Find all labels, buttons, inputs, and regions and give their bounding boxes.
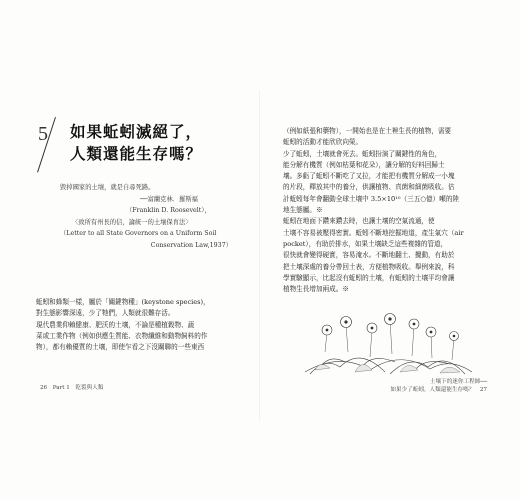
body-line: 地生態屬。※ (283, 206, 323, 215)
chapter-title-line: 如果蚯蚓滅絕了， (70, 122, 203, 141)
body-line: 現代農業仰賴健康、肥沃的土壤，不論是種植穀物、蔬 (36, 320, 195, 329)
flower-illustration (300, 312, 475, 375)
body-line: 很快就會變得硬實，容易淹水。不斷地翻土、攪動，有助於 (283, 251, 455, 260)
epigraph-attribution: （Franklin D. Roosevelt）， (126, 207, 211, 215)
body-line: 植物生長增加兩成。※ (283, 285, 349, 294)
running-head-page: 如果少了蚯蚓，人類還能生存嗎？ 27 (390, 387, 487, 393)
folio-left: 26 Part 1 乾裂與人類 (40, 385, 104, 391)
folio-right (390, 378, 487, 394)
body-line: 的片段，釋放其中的養分，供讓植物、真菌和細菌吸收。估 (283, 183, 455, 192)
left-body-text (36, 297, 236, 353)
body-line: 蚯蚓的活動才能欣欣向榮。 (283, 138, 363, 147)
running-head: 土壤下的迷你工程師── (429, 379, 487, 385)
body-line: 菜或工業作物（例如供應生質能、衣物纖維和動物飼料的作 (36, 331, 208, 340)
body-line: 少了蚯蚓，土壤就會死去。蚯蚓扮演了關鍵性的角色， (283, 149, 442, 158)
epigraph-source: Conservation Law,1937） (150, 241, 232, 249)
body-line: 物），都有賴優質的土壤，即使乍看之下沒關聯的一些東西 (36, 343, 205, 352)
epigraph-line: 毀掉國家的土壤，就是自尋死路。 (60, 184, 155, 191)
body-line: 學實驗顯示，比起沒有蚯蚓的土壤，有蚯蚓的土壤平均會讓 (283, 273, 455, 282)
body-line: 計蚯蚓每年會翻動全球土壤中 3.5×10¹⁰（三五○億）噸的陸 (283, 194, 460, 203)
chapter-title (70, 121, 202, 165)
body-line: （例如紙張和藥物），一開始也是在土裡生長的植物，需要 (283, 127, 452, 135)
chapter-number: 5 (38, 123, 48, 145)
chapter-title-line: 人類還能生存嗎？ (70, 144, 203, 163)
epigraph-source: 〈致所有州長的信，論統一的土壤保育法〉 (72, 218, 192, 226)
body-line: 能分解有機質（例如枯葉和花朵），讓分解的好料回歸土 (283, 160, 445, 169)
body-line: 把土壤深處的養分帶回土表，方便植物吸收。舉例來說，科 (283, 262, 455, 271)
body-line: 壤。多虧了蚯蚓不斷吃了又拉，才能把有機質分解成一小塊 (283, 172, 455, 181)
epigraph (60, 182, 250, 252)
epigraph-source: （Letter to all State Governors on a Uniform Soil (60, 230, 217, 238)
body-line: pocket），有助於排水，如果土壤缺乏這些複雜的管道， (283, 239, 448, 248)
body-line: 對生態影響深遠，少了牠們，人類就很難存活。 (36, 309, 175, 318)
body-line: 土壤不容易被壓得密實。蚯蚓不斷地挖掘地道，產生氣穴（air (283, 228, 464, 237)
epigraph-attribution: ──富蘭克林．羅斯福 (140, 195, 198, 203)
body-line: 蚯蚓和蜂類一樣，屬於「關鍵物種」(keystone species)， (36, 298, 210, 306)
body-line: 蚯蚓在地面下鑽來鑽去時，也讓土壤的空氣流通，使 (283, 217, 435, 226)
right-body-text (283, 126, 488, 295)
